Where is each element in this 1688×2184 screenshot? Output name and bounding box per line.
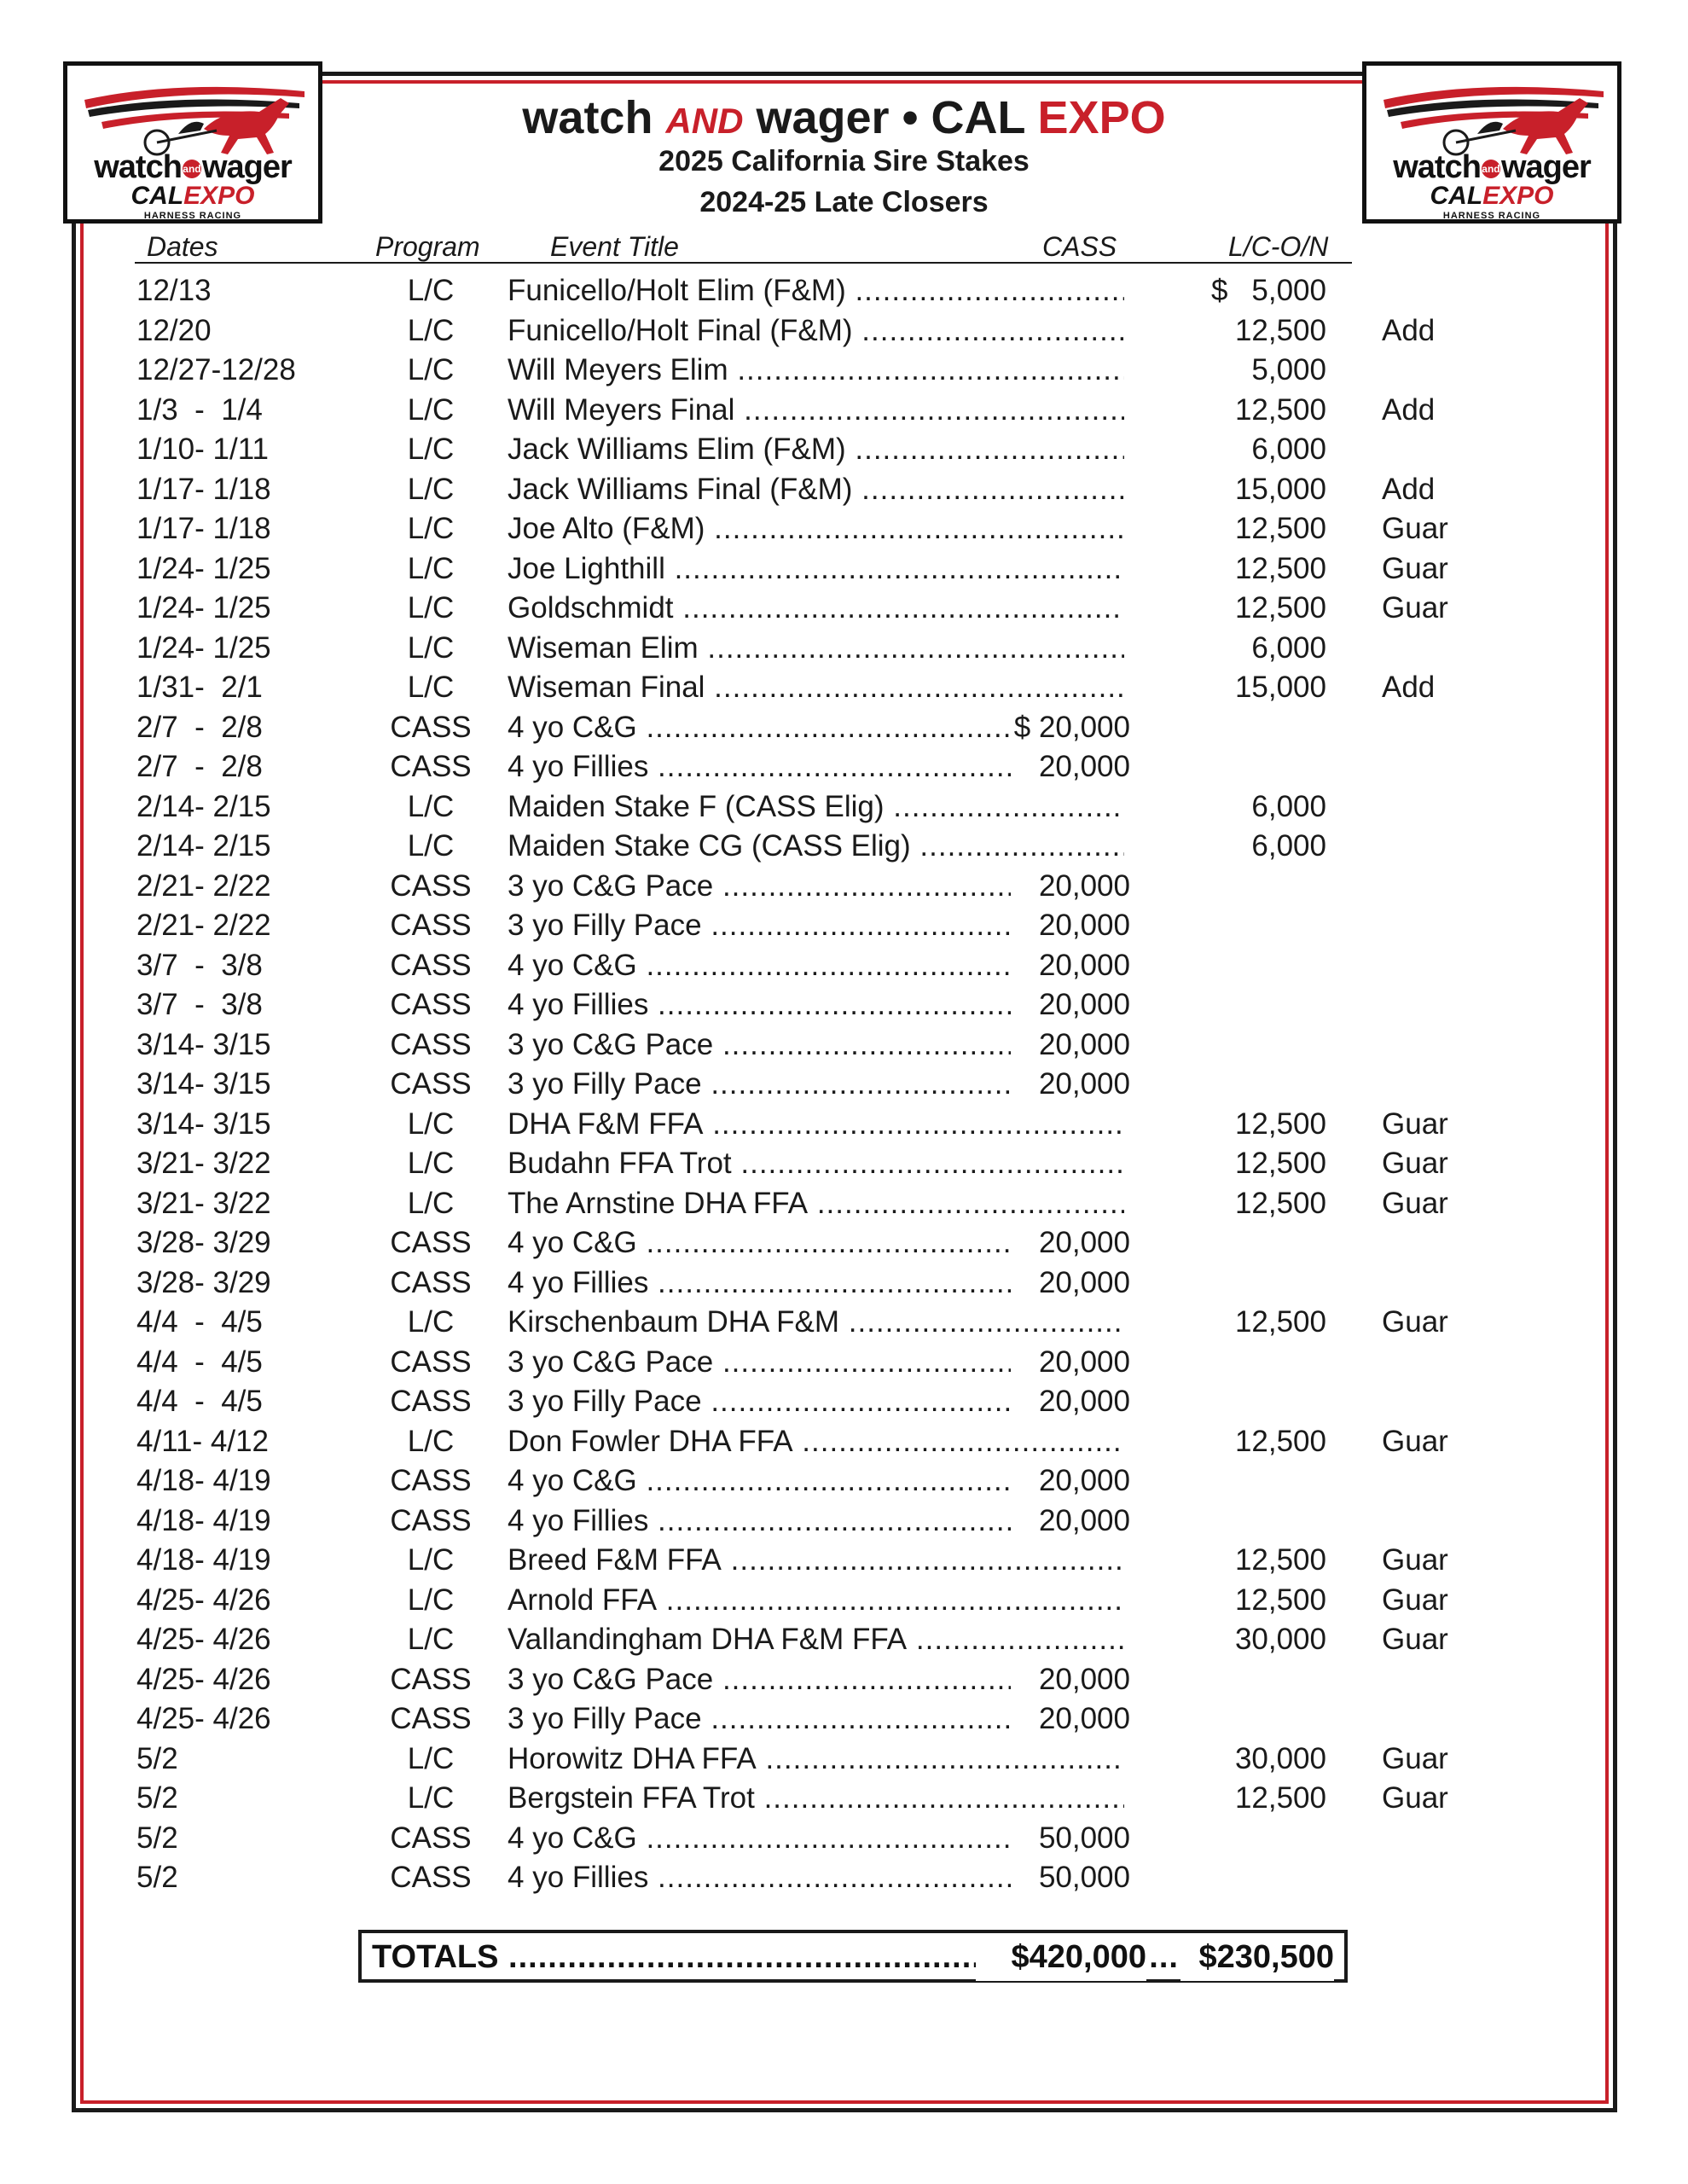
table-row — [0, 1461, 1688, 1501]
row-date: 12/27-12/28 — [136, 353, 296, 386]
row-event-title: 3 yo C&G Pace ..... — [508, 867, 1019, 906]
row-lc-currency: $ — [1211, 274, 1228, 307]
row-program: CASS — [390, 948, 472, 982]
row-event-title: Joe Alto (F&M) ..... — [508, 509, 1124, 549]
row-date: 2/21- 2/22 — [136, 909, 271, 942]
table-row — [0, 1343, 1688, 1382]
row-event-title: Don Fowler DHA FFA ..... — [508, 1422, 1124, 1461]
row-event-title: 4 yo C&G ..... — [508, 1819, 1019, 1858]
row-date: 12/13 — [136, 274, 212, 307]
row-status-flag: Add — [1382, 392, 1436, 427]
row-lc-amount: 6,000 — [1251, 829, 1326, 863]
logo-left — [63, 61, 322, 224]
totals-lc: $230,500 — [1180, 1933, 1334, 1981]
row-event-title: Funicello/Holt Final (F&M) ..... — [508, 311, 1124, 351]
table-row — [0, 1819, 1688, 1858]
row-event-title: Maiden Stake CG (CASS Elig) ..... — [508, 827, 1124, 866]
row-lc-amount: 12,500 — [1234, 1186, 1326, 1220]
row-program: L/C — [407, 1741, 455, 1775]
logo-wordmark: watchandwager — [1393, 149, 1591, 185]
row-status-flag: Guar — [1382, 1741, 1448, 1775]
row-lc-amount: 12,500 — [1234, 1424, 1326, 1458]
table-row — [0, 589, 1688, 628]
row-date: 3/7 - 3/8 — [136, 948, 263, 982]
header-underline — [135, 262, 1256, 264]
row-program: L/C — [407, 1107, 455, 1141]
row-cass-amount: 20,000 — [1011, 1343, 1130, 1382]
trotting-horse-icon — [1375, 74, 1609, 158]
row-event-title: Funicello/Holt Elim (F&M) ..... — [508, 271, 1124, 311]
table-row — [0, 787, 1688, 827]
logo-subtitle: HARNESS RACING — [1442, 211, 1541, 221]
row-program: L/C — [407, 313, 455, 347]
row-program: L/C — [407, 274, 455, 307]
row-date: 1/10- 1/11 — [136, 433, 270, 466]
document-title: 2025 California Sire Stakes — [658, 145, 1030, 177]
row-date: 4/25- 4/26 — [136, 1702, 271, 1735]
table-row — [0, 1065, 1688, 1104]
row-cass-amount: 20,000 — [1011, 1699, 1130, 1739]
row-event-title: 4 yo Fillies ..... — [508, 1263, 1019, 1303]
row-status-flag: Guar — [1382, 551, 1448, 585]
row-status-flag: Guar — [1382, 512, 1448, 545]
table-row — [0, 430, 1688, 469]
row-date: 1/24- 1/25 — [136, 591, 271, 624]
row-program: CASS — [390, 1265, 472, 1299]
row-status-flag: Guar — [1382, 1424, 1448, 1458]
row-event-title: Will Meyers Elim ..... — [508, 351, 1124, 390]
column-header-dates: Dates — [147, 231, 218, 262]
row-event-title: Budahn FFA Trot ..... — [508, 1144, 1124, 1183]
row-cass-amount: 50,000 — [1011, 1858, 1130, 1897]
row-event-title: Horowitz DHA FFA ..... — [508, 1740, 1124, 1779]
row-status-flag: Add — [1382, 313, 1436, 347]
row-event-title: 4 yo C&G ..... — [508, 1461, 1019, 1501]
row-date: 5/2 — [136, 1861, 178, 1894]
row-cass-amount: 20,000 — [1011, 1660, 1130, 1699]
row-date: 3/21- 3/22 — [136, 1186, 271, 1220]
table-row — [0, 1223, 1688, 1263]
row-date: 3/21- 3/22 — [136, 1147, 271, 1180]
row-program: L/C — [407, 1424, 455, 1458]
row-program: L/C — [407, 1583, 455, 1617]
totals-box — [358, 1930, 1348, 1983]
row-event-title: Breed F&M FFA ..... — [508, 1541, 1124, 1580]
table-row — [0, 509, 1688, 549]
totals-label: TOTALS ..... — [372, 1933, 1327, 1981]
table-row — [0, 708, 1688, 747]
row-event-title: DHA F&M FFA ..... — [508, 1105, 1124, 1144]
row-event-title: 4 yo C&G ..... — [508, 946, 1019, 985]
logo-subtitle: HARNESS RACING — [143, 211, 242, 221]
table-row — [0, 1581, 1688, 1620]
table-row — [0, 1858, 1688, 1897]
row-cass-amount: 20,000 — [1011, 1461, 1130, 1501]
table-row — [0, 747, 1688, 787]
row-cass-amount: 20,000 — [1011, 946, 1130, 985]
table-row — [0, 1779, 1688, 1818]
row-event-title: Wiseman Final ..... — [508, 668, 1124, 707]
row-program: CASS — [390, 909, 472, 942]
row-status-flag: Guar — [1382, 1583, 1448, 1617]
row-lc-amount: 12,500 — [1234, 551, 1326, 585]
row-program: CASS — [390, 1821, 472, 1855]
row-date: 2/14- 2/15 — [136, 789, 271, 823]
row-program: CASS — [390, 1345, 472, 1379]
row-lc-amount: 30,000 — [1234, 1623, 1326, 1656]
row-lc-amount: 6,000 — [1251, 433, 1326, 466]
row-program: CASS — [390, 710, 472, 744]
row-event-title: Bergstein FFA Trot ..... — [508, 1779, 1124, 1818]
row-status-flag: Guar — [1382, 1305, 1448, 1339]
table-row — [0, 1382, 1688, 1421]
table-row — [0, 668, 1688, 707]
row-status-flag: Guar — [1382, 1623, 1448, 1656]
table-row — [0, 827, 1688, 866]
row-lc-amount: 12,500 — [1234, 1107, 1326, 1141]
row-lc-amount: 12,500 — [1234, 591, 1326, 624]
row-lc-amount: 6,000 — [1251, 789, 1326, 823]
table-row — [0, 1502, 1688, 1541]
table-row — [0, 946, 1688, 985]
row-cass-amount: 50,000 — [1011, 1819, 1130, 1858]
row-event-title: Vallandingham DHA F&M FFA ..... — [508, 1620, 1124, 1659]
row-program: CASS — [390, 1662, 472, 1696]
table-row — [0, 867, 1688, 906]
row-event-title: 4 yo Fillies ..... — [508, 985, 1019, 1025]
table-row — [0, 1422, 1688, 1461]
row-date: 4/25- 4/26 — [136, 1662, 271, 1696]
row-event-title: 4 yo C&G ..... — [508, 708, 1019, 747]
table-row — [0, 1303, 1688, 1342]
row-date: 1/17- 1/18 — [136, 512, 271, 545]
row-lc-amount: 12,500 — [1234, 313, 1326, 347]
row-lc-amount: 5,000 — [1251, 353, 1326, 386]
row-date: 1/31- 2/1 — [136, 671, 263, 704]
row-date: 3/28- 3/29 — [136, 1226, 271, 1259]
row-event-title: 4 yo Fillies ..... — [508, 1502, 1019, 1541]
row-event-title: Arnold FFA ..... — [508, 1581, 1124, 1620]
row-program: L/C — [407, 551, 455, 585]
row-event-title: 3 yo Filly Pace ..... — [508, 1699, 1019, 1739]
table-row — [0, 985, 1688, 1025]
row-status-flag: Add — [1382, 671, 1436, 704]
row-program: L/C — [407, 630, 455, 665]
totals-cass: $420,000 — [976, 1933, 1146, 1981]
row-status-flag: Guar — [1382, 1186, 1448, 1220]
row-program: L/C — [407, 353, 455, 386]
row-date: 4/4 - 4/5 — [136, 1345, 263, 1379]
row-event-title: Wiseman Elim ..... — [508, 629, 1124, 668]
row-lc-amount: 12,500 — [1234, 1305, 1326, 1339]
row-date: 4/4 - 4/5 — [136, 1305, 263, 1339]
row-program: CASS — [390, 1702, 472, 1735]
row-program: CASS — [390, 1226, 472, 1259]
row-program: L/C — [407, 1623, 455, 1656]
logo-calexpo: CALEXPO — [1430, 182, 1554, 210]
row-date: 1/24- 1/25 — [136, 551, 271, 585]
row-program: CASS — [390, 1861, 472, 1894]
row-program: L/C — [407, 1186, 455, 1220]
row-program: L/C — [407, 829, 455, 863]
row-event-title: Maiden Stake F (CASS Elig) ..... — [508, 787, 1124, 827]
row-program: L/C — [407, 591, 455, 624]
row-lc-amount: 6,000 — [1251, 630, 1326, 665]
table-row — [0, 1025, 1688, 1065]
row-event-title: 3 yo C&G Pace ..... — [508, 1025, 1019, 1065]
row-lc-amount: 12,500 — [1234, 1781, 1326, 1815]
table-row — [0, 311, 1688, 351]
logo-right — [1362, 61, 1621, 224]
row-program: L/C — [407, 433, 455, 466]
table-row — [0, 1184, 1688, 1223]
row-program: L/C — [407, 789, 455, 823]
row-event-title: 3 yo C&G Pace ..... — [508, 1343, 1019, 1382]
row-event-title: Kirschenbaum DHA F&M ..... — [508, 1303, 1124, 1342]
row-event-title: 4 yo C&G ..... — [508, 1223, 1019, 1263]
table-row — [0, 629, 1688, 668]
logo-wordmark: watchandwager — [94, 149, 292, 185]
row-cass-amount: 20,000 — [1011, 985, 1130, 1025]
row-lc-amount: 30,000 — [1234, 1741, 1326, 1775]
row-event-title: 3 yo Filly Pace ..... — [508, 1382, 1019, 1421]
row-date: 5/2 — [136, 1781, 178, 1815]
row-program: CASS — [390, 1027, 472, 1061]
row-program: L/C — [407, 472, 455, 506]
row-lc-amount: 12,500 — [1234, 1147, 1326, 1180]
row-date: 3/7 - 3/8 — [136, 988, 263, 1021]
table-row — [0, 1740, 1688, 1779]
row-event-title: Jack Williams Final (F&M) ..... — [508, 470, 1124, 509]
row-cass-amount: $ 20,000 — [1011, 708, 1130, 747]
row-lc-amount: 12,500 — [1234, 512, 1326, 545]
row-program: L/C — [407, 671, 455, 704]
row-event-title: 4 yo Fillies ..... — [508, 1858, 1019, 1897]
row-program: L/C — [407, 392, 455, 427]
table-row — [0, 906, 1688, 945]
row-date: 2/21- 2/22 — [136, 868, 271, 903]
row-date: 4/11- 4/12 — [136, 1424, 270, 1458]
row-program: CASS — [390, 988, 472, 1021]
row-cass-amount: 20,000 — [1011, 867, 1130, 906]
row-date: 1/17- 1/18 — [136, 472, 271, 506]
row-program: CASS — [390, 750, 472, 783]
table-row — [0, 351, 1688, 390]
table-row — [0, 1660, 1688, 1699]
row-date: 1/24- 1/25 — [136, 630, 271, 665]
row-date: 3/14- 3/15 — [136, 1107, 271, 1141]
brand-heading: watch AND wager • CAL EXPO — [522, 92, 1166, 143]
row-cass-amount: 20,000 — [1011, 1065, 1130, 1104]
table-row — [0, 391, 1688, 430]
row-cass-amount: 20,000 — [1011, 1263, 1130, 1303]
row-date: 2/7 - 2/8 — [136, 710, 263, 744]
row-lc-amount: 5,000 — [1251, 274, 1326, 307]
row-date: 12/20 — [136, 313, 212, 347]
row-status-flag: Add — [1382, 472, 1436, 506]
row-date: 4/18- 4/19 — [136, 1464, 271, 1497]
row-cass-amount: 20,000 — [1011, 906, 1130, 945]
row-program: L/C — [407, 1147, 455, 1180]
row-event-title: Jack Williams Elim (F&M) ..... — [508, 430, 1124, 469]
row-date: 4/25- 4/26 — [136, 1623, 271, 1656]
row-date: 4/25- 4/26 — [136, 1583, 271, 1617]
table-row — [0, 549, 1688, 589]
row-program: CASS — [390, 1067, 472, 1101]
row-lc-amount: 12,500 — [1234, 1583, 1326, 1617]
row-date: 4/4 - 4/5 — [136, 1385, 263, 1418]
row-date: 3/14- 3/15 — [136, 1027, 271, 1061]
row-cass-amount: 20,000 — [1011, 1025, 1130, 1065]
row-program: CASS — [390, 1503, 472, 1537]
row-program: L/C — [407, 1305, 455, 1339]
row-cass-amount: 20,000 — [1011, 1502, 1130, 1541]
row-date: 3/28- 3/29 — [136, 1265, 271, 1299]
row-date: 5/2 — [136, 1741, 178, 1775]
row-cass-amount: 20,000 — [1011, 747, 1130, 787]
row-cass-amount: 20,000 — [1011, 1223, 1130, 1263]
row-status-flag: Guar — [1382, 1543, 1448, 1577]
row-date: 3/14- 3/15 — [136, 1067, 271, 1101]
row-status-flag: Guar — [1382, 591, 1448, 624]
header-underline — [1224, 262, 1352, 264]
row-event-title: 3 yo Filly Pace ..... — [508, 1065, 1019, 1104]
column-header-program: Program — [375, 231, 480, 262]
row-date: 4/18- 4/19 — [136, 1503, 271, 1537]
table-row — [0, 1620, 1688, 1659]
table-row — [0, 1144, 1688, 1183]
row-lc-amount: 12,500 — [1234, 392, 1326, 427]
column-header-lc: L/C-O/N — [1228, 231, 1329, 262]
row-event-title: 4 yo Fillies ..... — [508, 747, 1019, 787]
row-event-title: The Arnstine DHA FFA ..... — [508, 1184, 1124, 1223]
row-status-flag: Guar — [1382, 1147, 1448, 1180]
row-program: CASS — [390, 1464, 472, 1497]
row-program: CASS — [390, 1385, 472, 1418]
row-program: L/C — [407, 512, 455, 545]
row-status-flag: Guar — [1382, 1781, 1448, 1815]
table-row — [0, 470, 1688, 509]
row-lc-amount: 15,000 — [1234, 472, 1326, 506]
row-program: L/C — [407, 1543, 455, 1577]
column-header-event: Event Title — [550, 231, 679, 262]
row-date: 2/14- 2/15 — [136, 829, 271, 863]
table-row — [0, 1699, 1688, 1739]
table-row — [0, 1263, 1688, 1303]
row-date: 2/7 - 2/8 — [136, 750, 263, 783]
logo-calexpo: CALEXPO — [131, 182, 255, 210]
table-row — [0, 271, 1688, 311]
table-row — [0, 1541, 1688, 1580]
document-subtitle: 2024-25 Late Closers — [699, 186, 989, 218]
row-event-title: 3 yo C&G Pace ..... — [508, 1660, 1019, 1699]
row-program: CASS — [390, 868, 472, 903]
row-status-flag: Guar — [1382, 1107, 1448, 1141]
row-event-title: Goldschmidt ..... — [508, 589, 1124, 628]
row-program: L/C — [407, 1781, 455, 1815]
row-event-title: Joe Lighthill ..... — [508, 549, 1124, 589]
row-date: 1/3 - 1/4 — [136, 392, 263, 427]
column-header-cass: CASS — [1042, 231, 1117, 262]
row-event-title: Will Meyers Final ..... — [508, 391, 1124, 430]
row-date: 4/18- 4/19 — [136, 1543, 271, 1577]
row-date: 5/2 — [136, 1821, 178, 1855]
row-event-title: 3 yo Filly Pace ..... — [508, 906, 1019, 945]
trotting-horse-icon — [76, 74, 310, 158]
table-row — [0, 1105, 1688, 1144]
row-lc-amount: 12,500 — [1234, 1543, 1326, 1577]
row-cass-amount: 20,000 — [1011, 1382, 1130, 1421]
row-lc-amount: 15,000 — [1234, 671, 1326, 704]
